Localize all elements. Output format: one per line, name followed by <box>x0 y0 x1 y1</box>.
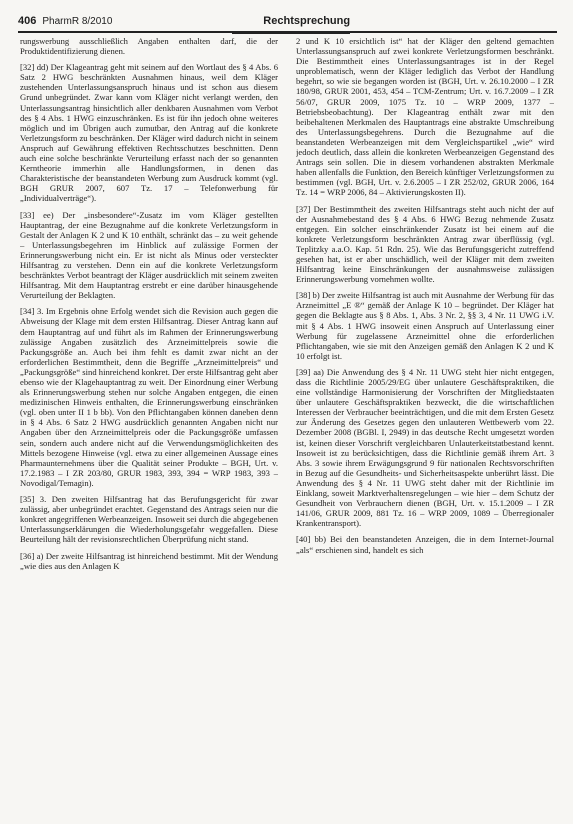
right-column <box>296 36 554 816</box>
journal-name: PharmR 8/2010 <box>42 15 113 27</box>
section-underline <box>232 33 350 34</box>
left-column <box>20 36 278 816</box>
page-header <box>18 10 557 32</box>
paragraph: 2 und K 10 ersichtlich ist“ hat der Kläger den geltend gemachten Unterlassungsanspruch auf zwei konkrete Verletzungsformen beschränkt. Die Bestimmtheit eines Unterlassungsantrages ist in der Regel unproblematisch, wenn der Kläger lediglich das Verbot der Handlung begehrt, so wie sie begangen worden ist (BGH, Urt. v. 26.10.2000 – I ZR 180/98, GRUR 2001, 453, 454 – TCM-Zentrum; Urt. v. 16.7.2009 – I ZR 56/07, GRUR 2009, 1075 Tz. 10 – WRP 2009, 1377 – Betriebsbeobachtung). Der Klageantrag enthält zwar mit den beibehaltenen Merkmalen des Hauptantrags eine abstrakte Umschreibung des Unterlassungsbegehrens. Durch die Bezugnahme auf die beanstandeten Werbeanzeigen mit dem Vergleichspartikel „wie“ wird jedoch deutlich, dass allein die konkreten Werbeanzeigen Gegenstand des Antrags sein sollen. Die in diesem vorhandenen abstrakten Merkmale haben allenfalls die Funktion, den Bereich künftiger Verletzungsformen zu bestimmen (vgl. BGH, Urt. v. 2.6.2005 – I ZR 252/02, GRUR 2006, 164 Tz. 14 = WRP 2006, 84 – Aktivierungskosten II). <box>296 36 554 198</box>
paragraph: [35] 3. Den zweiten Hilfsantrag hat das Berufungsgericht für zwar zulässig, aber unbegründet erachtet. Gegenstand des Antrags seien nur die konkret angegriffenen Werbeanzeigen. Insoweit sei durch die abgegebenen Unterlassungserklärungen die Wiederholungsgefahr weggefallen. Diese Beurteilung hält der revisionsrechtlichen Überprüfung nicht stand. <box>20 494 278 545</box>
paragraph: rungswerbung ausschließlich Angaben enthalten darf, die der Produktidentifizierung dienen. <box>20 36 278 57</box>
paragraph: [39] aa) Die Anwendung des § 4 Nr. 11 UWG steht hier nicht entgegen, dass die Richtlinie 2005/29/EG über unlautere Geschäftspraktiken, die eine vollständige Harmonisierung der Vorschriften der Mitgliedstaaten über unlautere Geschäftspraktiken bezweckt, die die wirtschaftlichen Interessen der Verbraucher beeinträchtigen, und die mit dem Ersten Gesetz zur Änderung des Gesetzes gegen den unlauteren Wettbewerb vom 22. Dezember 2008 (BGBl. I, 2949) in das deutsche Recht umgesetzt worden ist, keinen dieser Vorschrift vergleichbaren Unlauterkeitstatbestand kennt. Insoweit ist zu berücksichtigen, dass die Richtlinie gemäß ihrem Art. 3 Abs. 3 sowie ihrem Erwägungsgrund 9 für nationalen Rechtsvorschriften in Bezug auf die Gesundheits- und Sicherheitsaspekte unberührt lässt. Die Anwendung des § 4 Nr. 11 UWG steht daher mit der Richtlinie im Einklang, soweit Marktverhaltensregelungen – wie hier – dem Schutz der Gesundheit von Verbrauchern dienen (BGH, Urt. v. 15.1.2009 – I ZR 141/06, GRUR 2009, 881 Tz. 16 – WRP 2009, 1089 – Überregionaler Krankentransport). <box>296 366 554 529</box>
section-title: Rechtsprechung <box>263 15 351 27</box>
paragraph: [38] b) Der zweite Hilfsantrag ist auch mit Ausnahme der Werbung für das Arzneimittel „E ®“ gemäß der Anlage K 10 – begründet. Der Kläger hat gegen die Beklagte aus § 8 Abs. 1, Abs. 3 Nr. 2, §§ 3, 4 Nr. 11 UWG i.V. mit § 4 Abs. 1 HWG insoweit einen Anspruch auf Unterlassung einer Werbung für zugelassene Arzneimittel ohne die erforderlichen Pflichtangaben, wie sie mit den Anzeigen gemäß den Anlagen K 2 und K 10 erfolgt ist. <box>296 290 554 361</box>
paragraph: [36] a) Der zweite Hilfsantrag ist hinreichend bestimmt. Mit der Wendung „wie dies aus den Anlagen K <box>20 550 278 571</box>
paragraph: [32] dd) Der Klageantrag geht mit seinem auf den Wortlaut des § 4 Abs. 6 Satz 2 HWG beschränkten Ausnahmen hinaus, weil dem Kläger zustehenden Unterlassungsanspruch hinaus und ist schon aus diesem Grund unbegründet. Zwar kann vom Kläger nicht verlangt werden, den Unterlassungsantrag hinsichtlich aller denkbaren Ausnahmen vom Verbot des § 4 Abs. 1 HWG einzuschränken. Es ist für ihn jedoch ohne weiteres möglich und im Übrigen auch zumutbar, den Antrag auf die konkrete Verletzungsform zu beschränken. Der Kläger wird dadurch nicht in seinem Anspruch auf Gewährung effektiven Rechtsschutzes beschnitten. Denn auch eine solche beschränkte Verurteilung erfasst nach der so genannten Kerntheorie immerhin alle Handlungsformen, in denen das Charakteristische der beanstandeten Werbung zum Ausdruck kommt (vgl. BGH GRUR 2007, 607 Tz. 17 – Telefonwerbung für „Individualverträge“). <box>20 62 278 204</box>
paragraph: [37] Der Bestimmtheit des zweiten Hilfsantrags steht auch nicht der auf der Ausnahmebestand des § 4 Abs. 6 HWG Bezug nehmende Zusatz entgegen. Ein solcher einschränkender Zusatz ist bei einem auf die konkrete Verletzungsform beschränkten Antrag zwar überflüssig (vgl. Teplitzky a.a.O. Kap. 51 Rdn. 25). Wie das Berufungsgericht zutreffend gesehen hat, ist er aber unschädlich, weil der Kläger mit dem zweiten Hilfsantrag keine Einschränkungen der ausnahmsweise zulässigen Erinnerungswerbung vornehmen wollte. <box>296 203 554 285</box>
paragraph: [33] ee) Der „insbesondere“-Zusatz im vom Kläger gestellten Hauptantrag, der eine Bezugnahme auf die konkrete Verletzungsform in Gestalt der Anlagen K 2 und K 10 enthält, schränkt das – zu weit gehende – Unterlassungsbegehren im Hinblick auf zulässige Formen der Erinnerungswerbung nicht ein. Er ist nicht als Minus oder versteckter Hilfsantrag zu verstehen. Denn ein auf die konkrete Verletzungsform beschränktes Verbot beantragt der Kläger ausdrücklich mit seinem zweiten Hilfsantrag. Mit dem Hauptantrag erstrebt er eine darüber hinausgehende Verurteilung der Beklagten. <box>20 209 278 301</box>
page-number: 406 <box>18 15 37 27</box>
paragraph: [34] 3. Im Ergebnis ohne Erfolg wendet sich die Revision auch gegen die Abweisung der Klage mit dem ersten Hilfsantrag. Dieser Antrag kann auf dem Hauptantrag auf und führt als im Rahmen der Erinnerungswerbung zulässige Angaben zusätzlich des Arzneimittelpreis sowie die Packungsgröße an. Auch bei ihm fehlt es damit zwar nicht an der erforderlichen Bestimmtheit, denn die Begriffe „Arzneimittelpreis“ und „Packungsgröße“ sind hinreichend konkret. Der erste Hilfsantrag geht aber ebenso wie der Klagehauptantrag zu weit. Der Einordnung einer Werbung als Erinnerungswerbung stehen nur solche Angaben entgegen, die einen medizinischen Hinweis enthalten, die Erinnerungswerbung einschränken (vgl. oben unter II 1 b bb). Von den Pflichtangaben können daneben denn in § 4 Abs. 6 Satz 2 HWG ausdrücklich genannten Angaben nicht nur Angaben über den Arzneimittelpreis oder die Packungsgröße umfassen sein, sondern auch andere nicht auf die Verwendungsmöglichkeiten des Mittels bezogene Hinweise (vgl. etwa zu einer allgemeinen Aussage eines Pharmaunternehmens über die Qualität seiner Produkte – BGH, Urt. v. 17.2.1983 – I ZR 203/80, GRUR 1983, 393, 394 = WRP 1983, 393 – Novodigal/Temagin). <box>20 306 278 488</box>
paragraph: [40] bb) Bei den beanstandeten Anzeigen, die in dem Internet-Journal „als“ erschienen sind, handelt es sich <box>296 534 554 555</box>
